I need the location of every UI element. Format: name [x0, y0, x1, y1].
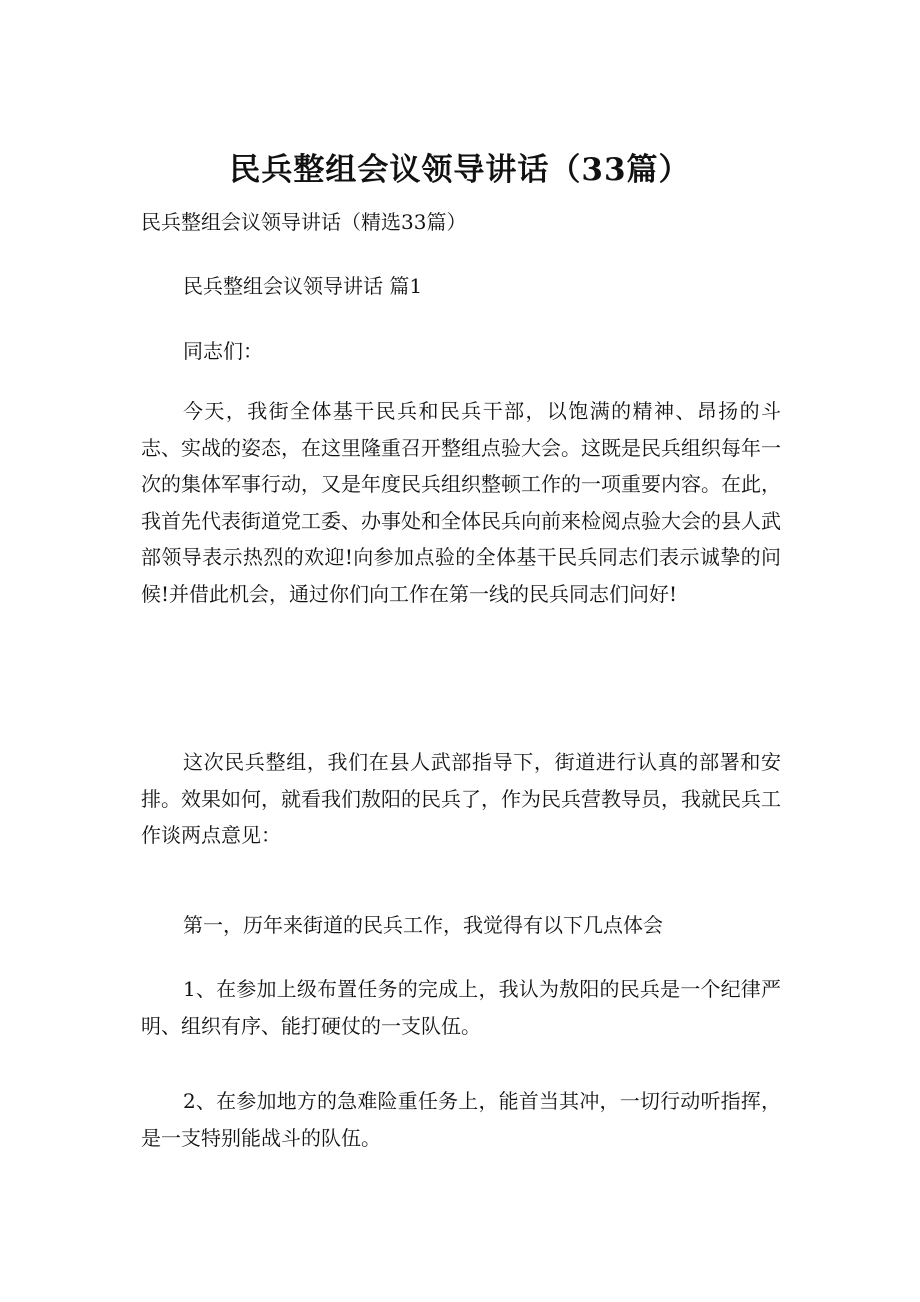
paragraph-welcome: 今天，我街全体基干民兵和民兵干部，以饱满的精神、昂扬的斗志、实战的姿态，在这里隆重召开整组点验大会。这既是民兵组织每年一次的集体军事行动，又是年度民兵组织整顿工作的一项重要内容。在此，我首先代表街道党工委、办事处和全体民兵向前来检阅点验大会的县人武部领导表示热烈的欢迎!向参加点验的全体基干民兵同志们表示诚挚的问候!并借此机会，通过你们向工作在第一线的民兵同志们问好!: [141, 399, 781, 606]
paragraph-item-2: 2、在参加地方的急难险重任务上，能首当其冲，一切行动听指挥，是一支特别能战斗的队伍。: [141, 1089, 781, 1150]
paragraph-rectification: 这次民兵整组，我们在县人武部指导下，街道进行认真的部署和安排。效果如何，就看我们敖阳的民兵了，作为民兵营教导员，我就民兵工作谈两点意见：: [141, 750, 781, 848]
document-subtitle: 民兵整组会议领导讲话（精选33篇）: [141, 210, 467, 234]
paragraph-point-one: 第一，历年来街道的民兵工作，我觉得有以下几点体会: [183, 913, 663, 937]
section-heading: 民兵整组会议领导讲话 篇1: [183, 274, 423, 298]
paragraph-item-1: 1、在参加上级布置任务的完成上，我认为敖阳的民兵是一个纪律严明、组织有序、能打硬仗的一支队伍。: [141, 977, 781, 1038]
greeting: 同志们：: [183, 339, 263, 363]
document-title: 民兵整组会议领导讲话（33篇）: [229, 152, 691, 188]
